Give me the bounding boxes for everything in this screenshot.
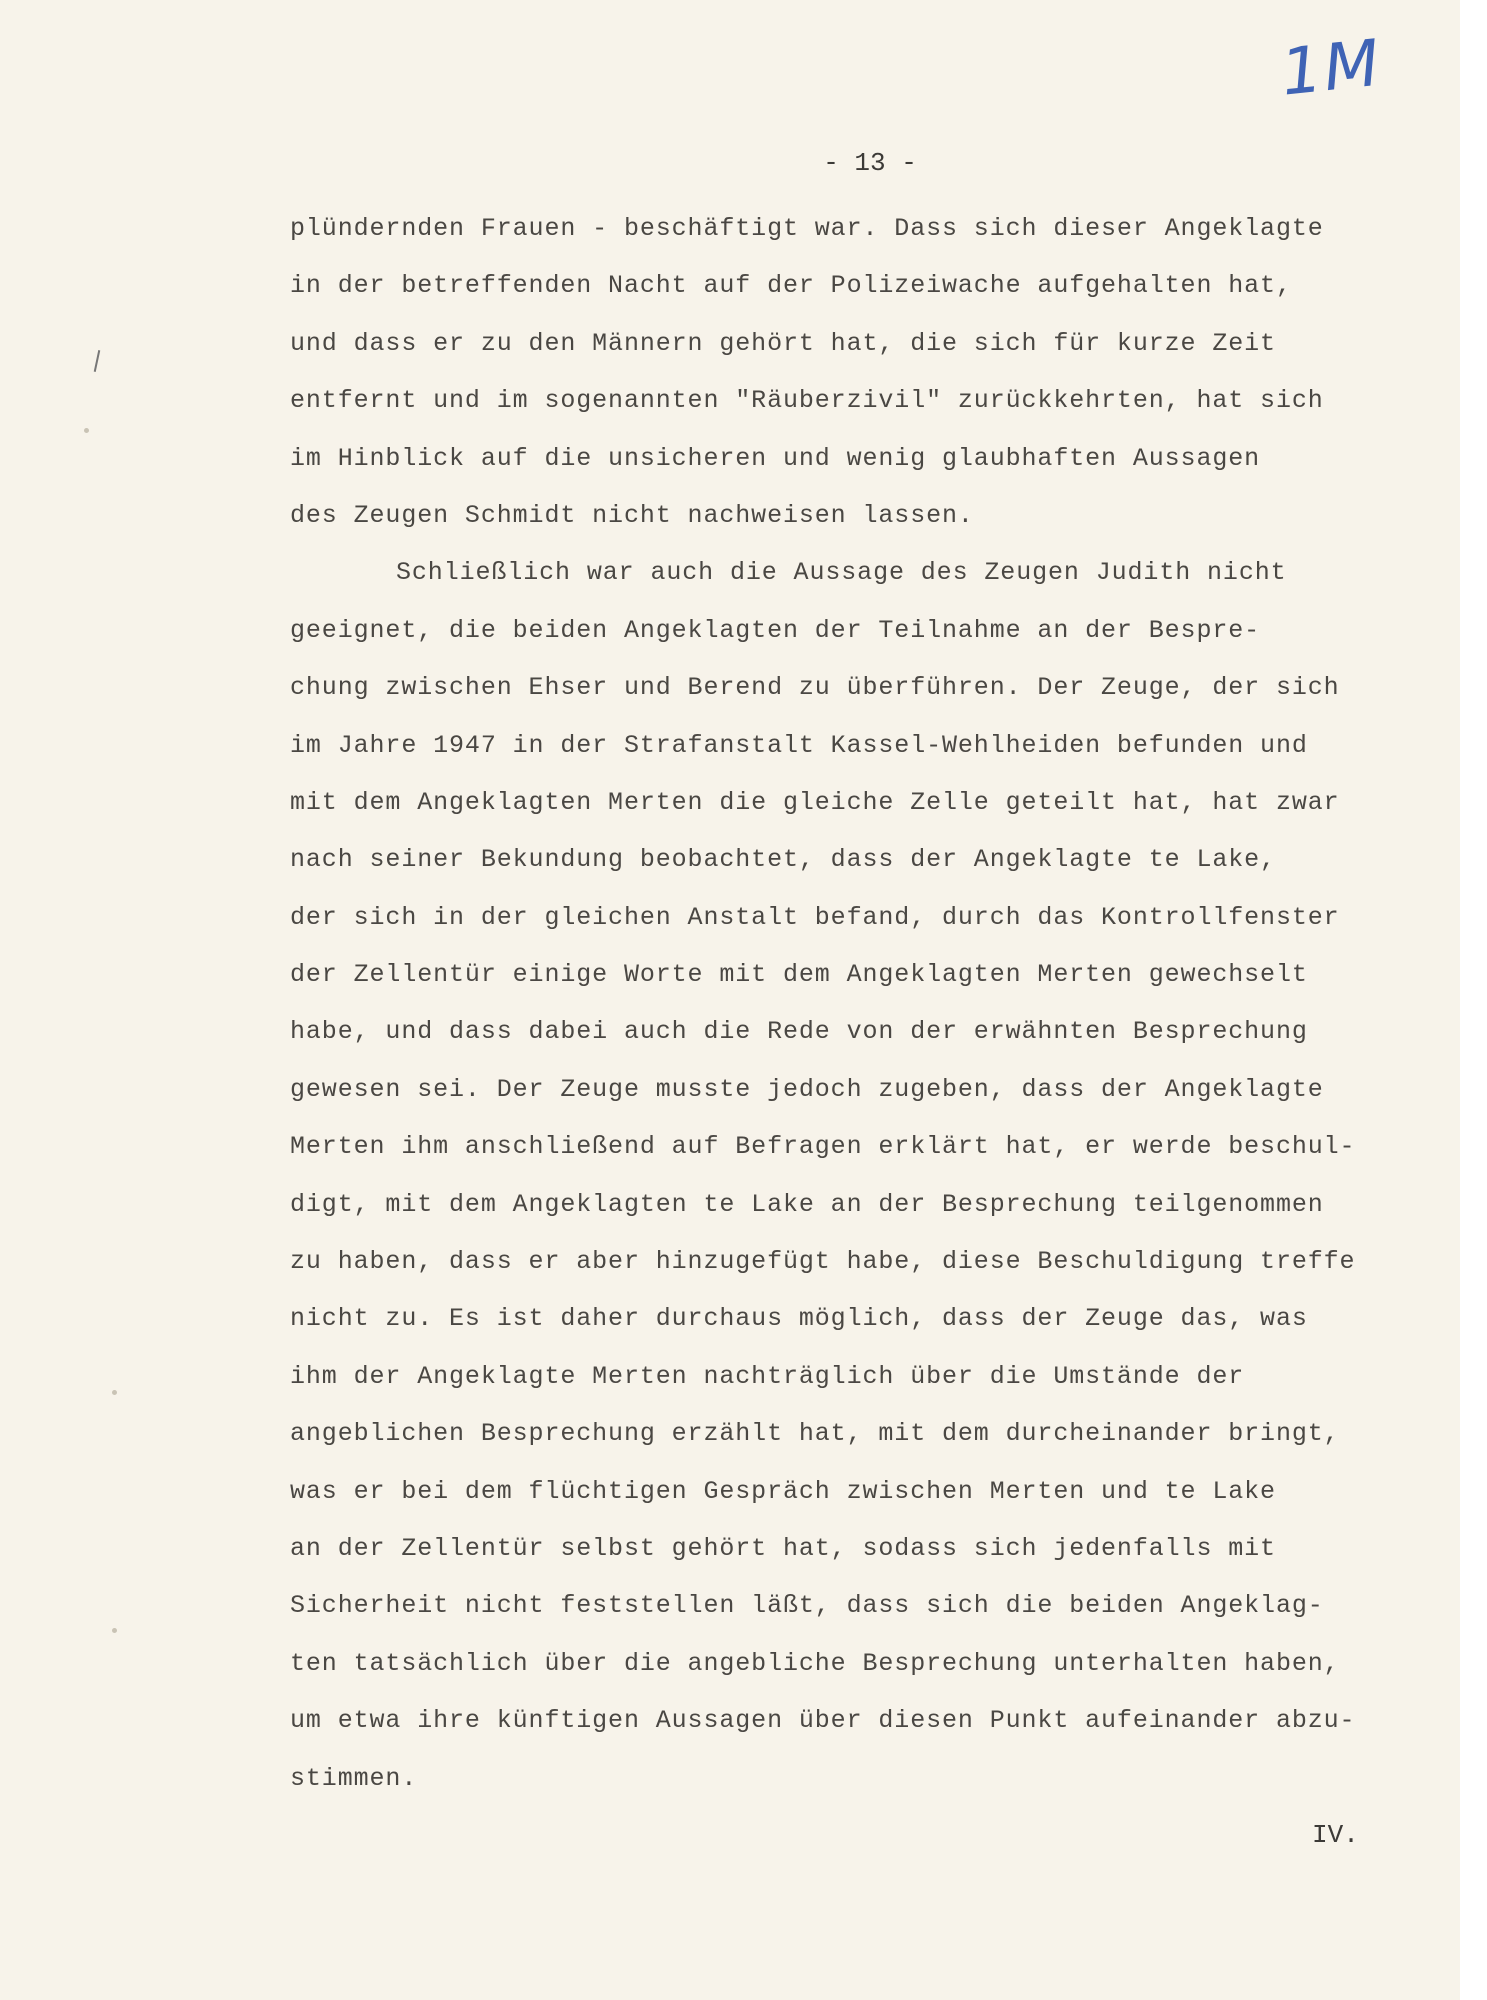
text-line: chung zwischen Ehser und Berend zu überführen. Der Zeuge, der sich bbox=[290, 673, 1340, 703]
text-line: des Zeugen Schmidt nicht nachweisen lassen. bbox=[290, 500, 974, 530]
text-line: ihm der Angeklagte Merten nachträglich über die Umstände der bbox=[290, 1361, 1245, 1391]
text-line: plündernden Frauen - beschäftigt war. Dass sich dieser Angeklagte bbox=[290, 214, 1324, 243]
paragraph-start-line: Schließlich war auch die Aussage des Zeugen Judith nicht bbox=[396, 558, 1287, 588]
text-line: angeblichen Besprechung erzählt hat, mit dem durcheinander bringt, bbox=[290, 1419, 1340, 1449]
page-number: - 13 - bbox=[823, 148, 917, 178]
text-line: stimmen. bbox=[290, 1763, 418, 1793]
text-line: geeignet, die beiden Angeklagten der Teilnahme an der Bespre- bbox=[290, 615, 1261, 645]
text-line: ten tatsächlich über die angebliche Besprechung unterhalten haben, bbox=[290, 1648, 1340, 1678]
text-line: um etwa ihre künftigen Aussagen über diesen Punkt aufeinander abzu- bbox=[290, 1706, 1356, 1736]
margin-speck bbox=[112, 1390, 117, 1395]
text-line: nicht zu. Es ist daher durchaus möglich, dass der Zeuge das, was bbox=[290, 1304, 1308, 1334]
text-line: Sicherheit nicht feststellen läßt, dass sich die beiden Angeklag- bbox=[290, 1591, 1324, 1621]
text-line: digt, mit dem Angeklagten te Lake an der Besprechung teilgenommen bbox=[290, 1189, 1324, 1219]
scan-border bbox=[1460, 0, 1487, 2000]
text-line: nach seiner Bekundung beobachtet, dass der Angeklagte te Lake, bbox=[290, 845, 1276, 875]
text-line: gewesen sei. Der Zeuge musste jedoch zugeben, dass der Angeklagte bbox=[290, 1074, 1324, 1104]
catchword: IV. bbox=[1312, 1820, 1359, 1850]
text-line: der sich in der gleichen Anstalt befand, durch das Kontrollfenster bbox=[290, 902, 1340, 932]
text-line: im Jahre 1947 in der Strafanstalt Kassel-Wehlheiden befunden und bbox=[290, 730, 1308, 760]
text-line: zu haben, dass er aber hinzugefügt habe, diese Beschuldigung treffe bbox=[290, 1247, 1356, 1277]
text-line: im Hinblick auf die unsicheren und wenig glaubhaften Aussagen bbox=[290, 443, 1261, 473]
margin-speck bbox=[84, 428, 89, 433]
folio-number-handwritten: 1M bbox=[1277, 26, 1385, 111]
text-line: was er bei dem flüchtigen Gespräch zwischen Merten und te Lake bbox=[290, 1476, 1276, 1506]
typed-text-body bbox=[290, 200, 1450, 1807]
text-line: an der Zellentür selbst gehört hat, sodass sich jedenfalls mit bbox=[290, 1533, 1276, 1563]
text-line: Merten ihm anschließend auf Befragen erklärt hat, er werde beschul- bbox=[290, 1132, 1356, 1162]
text-line: entfernt und im sogenannten "Räuberzivil" zurückkehrten, hat sich bbox=[290, 386, 1324, 416]
text-line: der Zellentür einige Worte mit dem Angeklagten Merten gewechselt bbox=[290, 960, 1308, 990]
text-line: mit dem Angeklagten Merten die gleiche Zelle geteilt hat, hat zwar bbox=[290, 787, 1340, 817]
text-line: in der betreffenden Nacht auf der Polizeiwache aufgehalten hat, bbox=[290, 271, 1292, 301]
text-line: und dass er zu den Männern gehört hat, die sich für kurze Zeit bbox=[290, 328, 1276, 358]
text-line: habe, und dass dabei auch die Rede von der erwähnten Besprechung bbox=[290, 1017, 1308, 1047]
margin-speck bbox=[112, 1628, 117, 1633]
